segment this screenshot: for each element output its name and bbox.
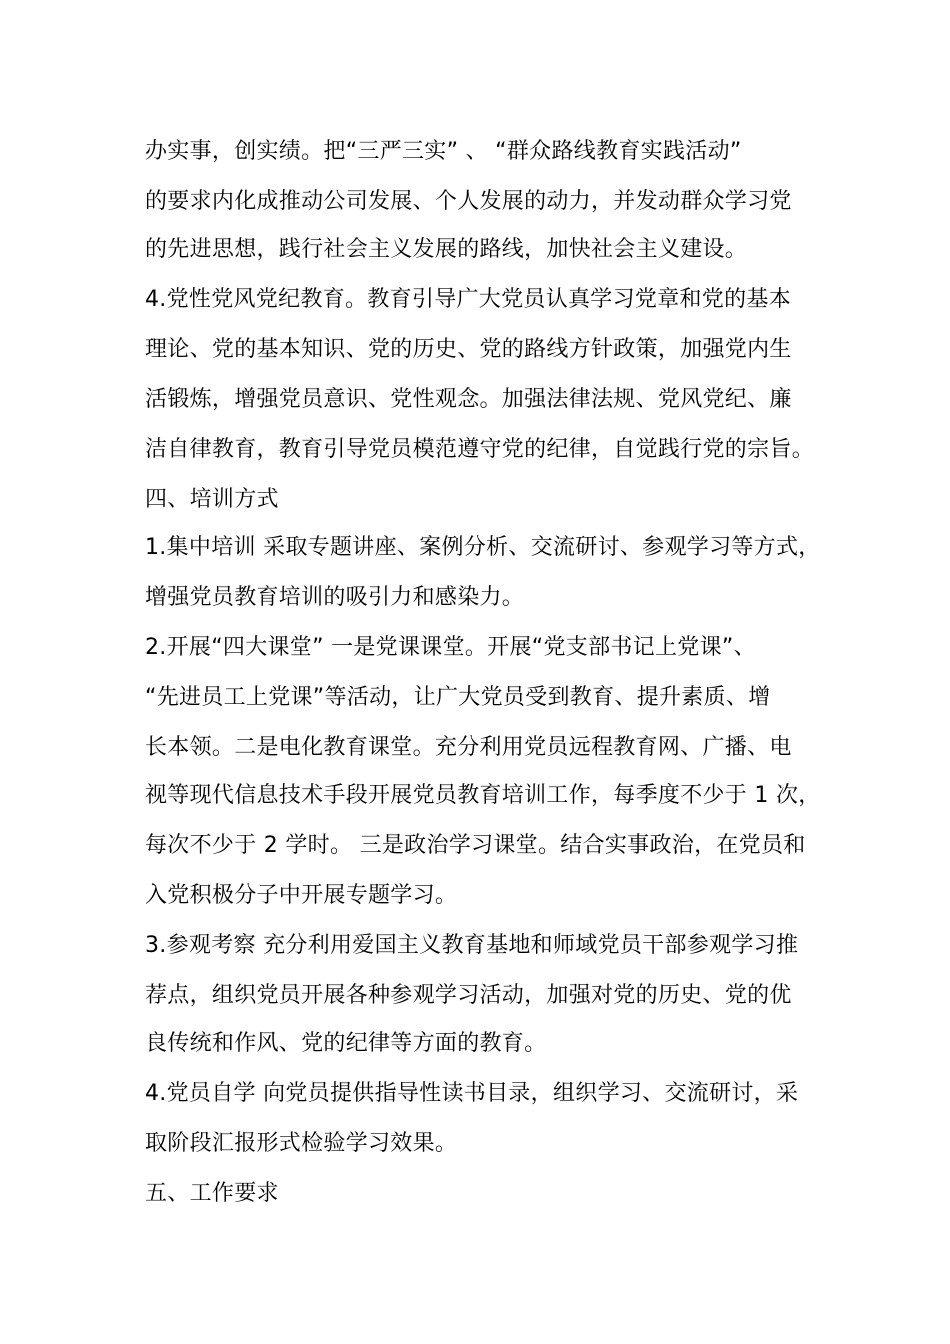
text-line: 活锻炼，增强党员意识、党性观念。加强法律法规、党风党纪、廉 xyxy=(145,387,792,412)
text-line: 增强党员教育培训的吸引力和感染力。 xyxy=(145,585,525,610)
text-line: 1.集中培训 采取专题讲座、案例分析、交流研讨、参观学习等方式， xyxy=(145,535,821,560)
text-line: 取阶段汇报形式检验学习效果。 xyxy=(145,1131,458,1156)
text-line: 办实事，创实绩。把“三严三实” 、 “群众路线教育实践活动” xyxy=(145,139,742,164)
section-heading: 五、工作要求 xyxy=(145,1181,279,1206)
text-line: 荐点，组织党员开展各种参观学习活动，加强对党的历史、党的优 xyxy=(145,983,792,1008)
text-line: 每次不少于 2 学时。 三是政治学习课堂。结合实事政治，在党员和 xyxy=(145,833,806,858)
text-line: 4.党性党风党纪教育。教育引导广大党员认真学习党章和党的基本 xyxy=(145,287,791,312)
text-line: 入党积极分子中开展专题学习。 xyxy=(145,883,458,908)
text-line: 4.党员自学 向党员提供指导性读书目录，组织学习、交流研讨，采 xyxy=(145,1081,799,1106)
text-line: “先进员工上党课”等活动，让广大党员受到教育、提升素质、增 xyxy=(145,685,771,710)
text-line: 的要求内化成推动公司发展、个人发展的动力，并发动群众学习党 xyxy=(145,189,792,214)
text-line: 长本领。二是电化教育课堂。充分利用党员远程教育网、广播、电 xyxy=(145,735,792,760)
section-heading: 四、培训方式 xyxy=(145,487,279,512)
text-line: 2.开展“四大课堂” 一是党课课堂。开展“党支部书记上党课”、 xyxy=(145,635,756,660)
text-line: 的先进思想，践行社会主义发展的路线，加快社会主义建设。 xyxy=(145,237,748,262)
text-line: 洁自律教育，教育引导党员模范遵守党的纪律，自觉践行党的宗旨。 xyxy=(145,437,815,462)
text-line: 视等现代信息技术手段开展党员教育培训工作，每季度不少于 1 次， xyxy=(145,783,821,808)
text-line: 理论、党的基本知识、党的历史、党的路线方针政策，加强党内生 xyxy=(145,337,792,362)
text-line: 良传统和作风、党的纪律等方面的教育。 xyxy=(145,1031,547,1056)
text-line: 3.参观考察 充分利用爱国主义教育基地和师域党员干部参观学习推 xyxy=(145,933,799,958)
